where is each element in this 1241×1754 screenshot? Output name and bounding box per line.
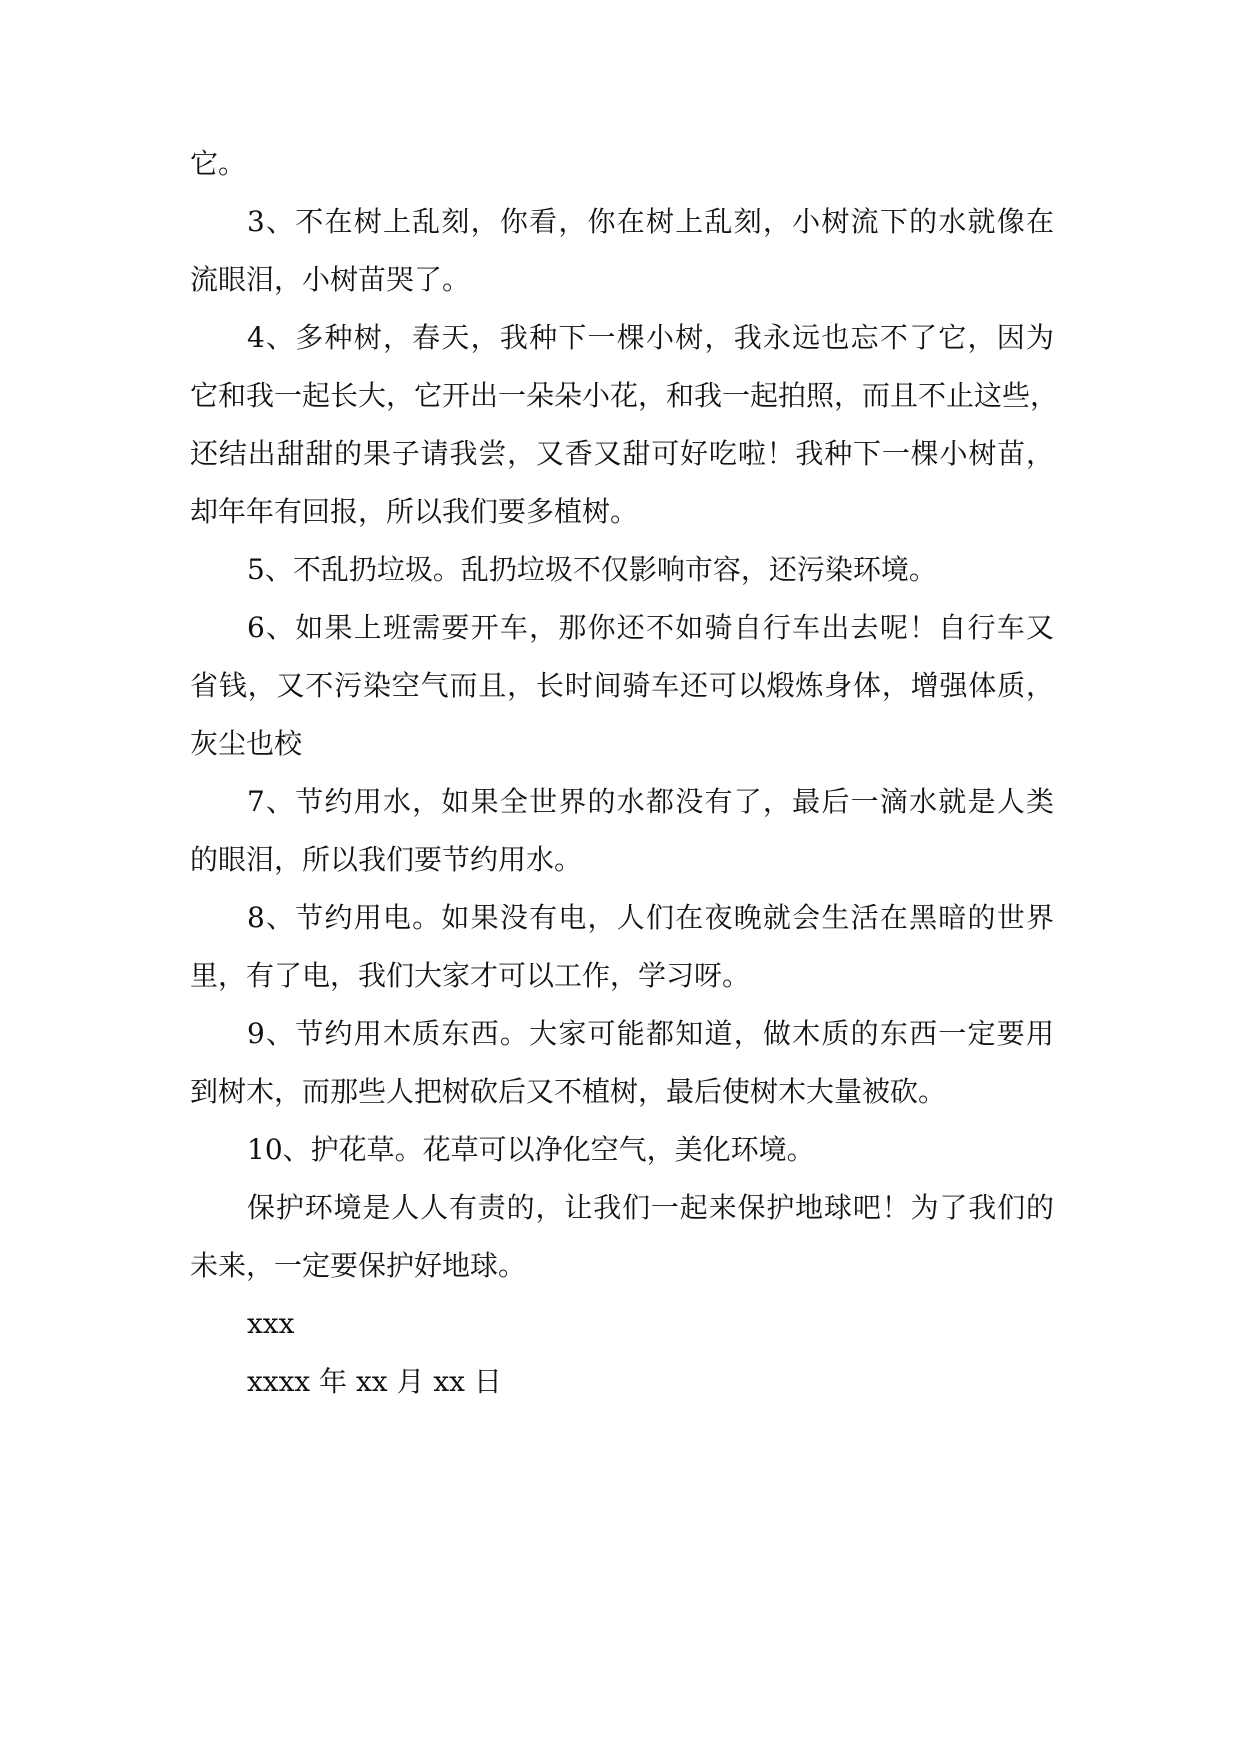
text-line: 它和我一起长大，它开出一朵朵小花，和我一起拍照，而且不止这些， [190,379,1059,412]
text-line: 保护环境是人人有责的，让我们一起来保护地球吧！为了我们的 [247,1191,1054,1224]
text-line: 7、节约用水，如果全世界的水都没有了，最后一滴水就是人类 [247,785,1054,818]
text-line: 10、护花草。花草可以净化空气，美化环境。 [247,1133,815,1166]
text-line: 9、节约用木质东西。大家可能都知道，做木质的东西一定要用 [247,1017,1054,1050]
text-line: 流眼泪，小树苗哭了。 [190,263,471,296]
signature: xxx [247,1307,295,1340]
text-line: 灰尘也校 [190,727,303,760]
text-line: 8、节约用电。如果没有电，人们在夜晚就会生活在黑暗的世界 [247,901,1054,934]
text-line: 6、如果上班需要开车，那你还不如骑自行车出去呢！自行车又 [247,611,1054,644]
text-line: 的眼泪，所以我们要节约用水。 [190,843,583,876]
text-line: 还结出甜甜的果子请我尝，又香又甜可好吃啦！我种下一棵小树苗， [190,437,1054,470]
text-line: 里，有了电，我们大家才可以工作，学习呀。 [190,959,751,992]
text-line: 却年年有回报，所以我们要多植树。 [190,495,639,528]
date: xxxx 年 xx 月 xx 日 [247,1365,502,1398]
text-line: 4、多种树，春天，我种下一棵小树，我永远也忘不了它，因为 [247,321,1054,354]
text-line: 5、不乱扔垃圾。乱扔垃圾不仅影响市容，还污染环境。 [247,553,937,586]
text-line: 它。 [190,147,247,180]
text-line: 到树木，而那些人把树砍后又不植树，最后使树木大量被砍。 [190,1075,947,1108]
text-line: 3、不在树上乱刻，你看，你在树上乱刻，小树流下的水就像在 [247,205,1054,238]
text-line: 省钱，又不污染空气而且，长时间骑车还可以煅炼身体，增强体质， [190,669,1054,702]
text-line: 未来，一定要保护好地球。 [190,1249,527,1282]
